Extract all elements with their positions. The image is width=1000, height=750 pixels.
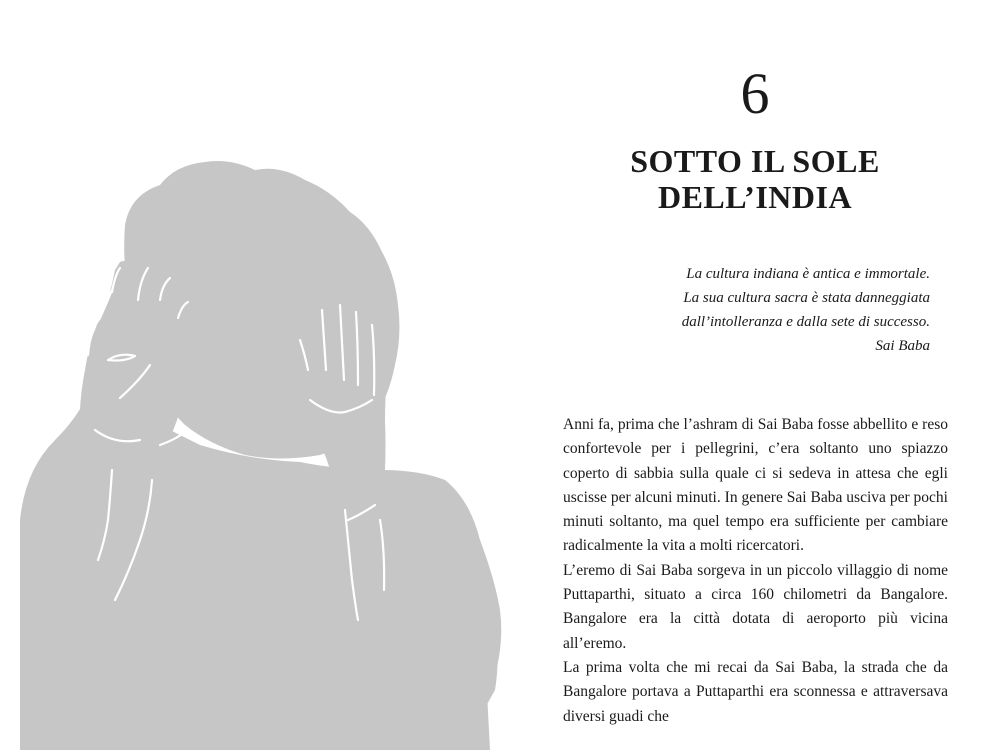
chapter-title-line-1: SOTTO IL SOLE xyxy=(630,143,880,179)
body-paragraph-2: L’eremo di Sai Baba sorgeva in un piccolo villaggio di nome Puttaparthi, situato a circa 160 chilometri da Bangalore. Bangalore era la città dotata di aeroporto più vicina all’eremo. xyxy=(563,561,948,652)
epigraph-attribution: Sai Baba xyxy=(875,338,930,354)
chapter-number: 6 xyxy=(740,61,770,126)
epigraph-line-3: dall’intolleranza e dalla sete di successo. xyxy=(681,314,930,330)
body-paragraph-1: Anni fa, prima che l’ashram di Sai Baba fosse abbellito e reso confortevole per i pellegrini, c’era soltanto uno spiazzo coperto di sabbia sulla quale ci si sedeva in attesa che egli uscisse per alcuni minuti. In genere Sai Baba usciva per pochi minuti soltanto, ma quel tempo era sufficiente per cambiare radicalmente la vita a molti ricercatori. xyxy=(563,416,948,555)
epigraph-line-2: La sua cultura sacra è stata danneggiata xyxy=(683,290,930,306)
figure-silhouette xyxy=(20,161,501,750)
chapter-body-text xyxy=(563,413,948,729)
epigraph-quote xyxy=(600,262,930,358)
body-paragraph-3: La prima volta che mi recai da Sai Baba, la strada che da Bangalore portava a Puttaparthi era sconnessa e attraversava diversi guadi che xyxy=(563,658,948,725)
epigraph-line-1: La cultura indiana è antica e immortale. xyxy=(686,266,930,282)
chapter-title-line-2: DELL’INDIA xyxy=(657,179,853,215)
chapter-title xyxy=(610,143,900,215)
